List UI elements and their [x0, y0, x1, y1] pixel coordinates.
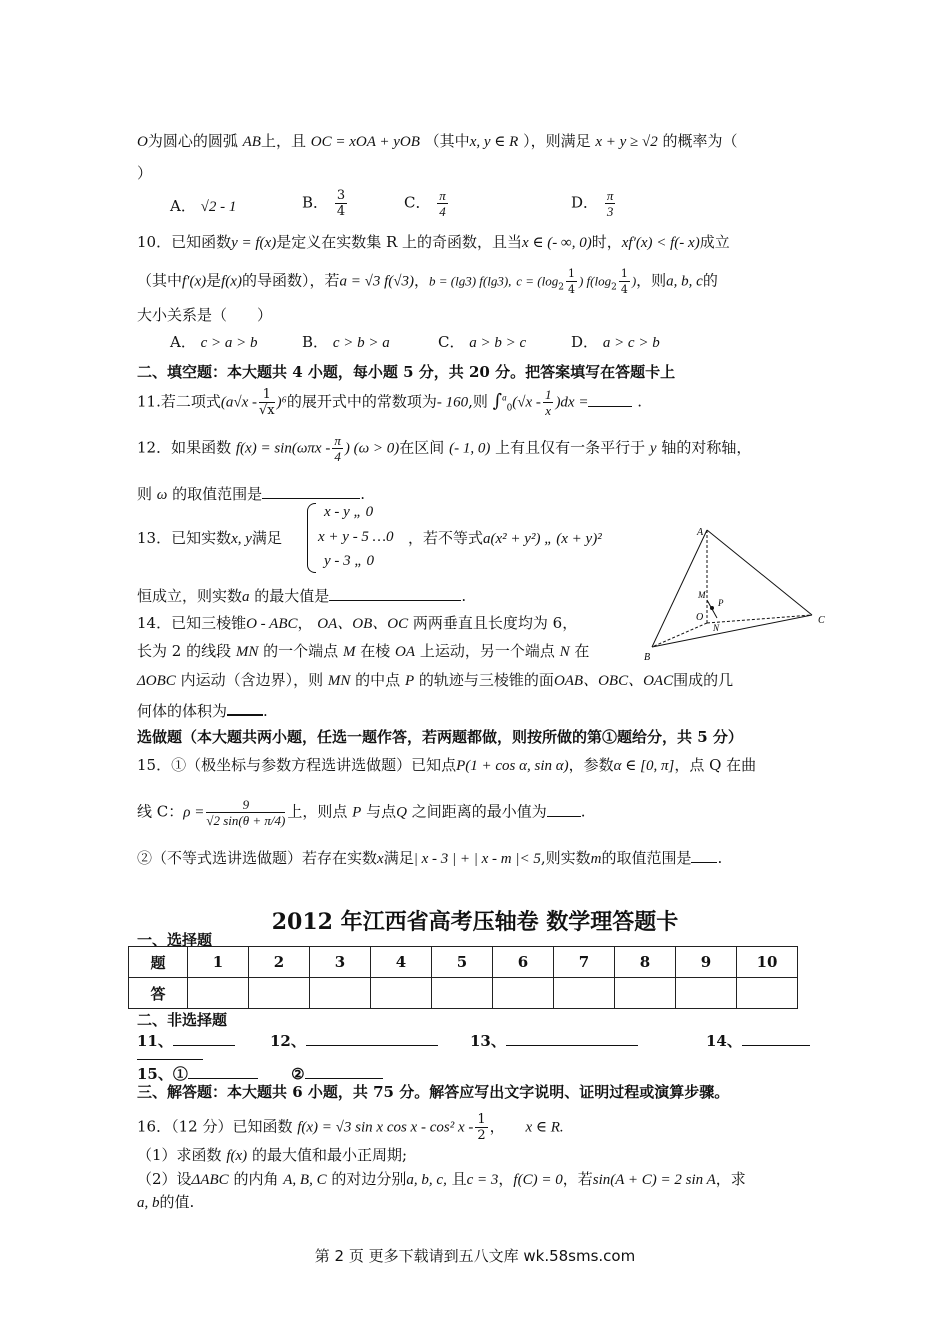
answer-line-14: 14、	[706, 1029, 810, 1051]
answer-cell[interactable]	[371, 978, 432, 1009]
q12-answer-blank	[262, 482, 360, 499]
tetrahedron-figure	[640, 520, 840, 660]
q11: 11.若二项式(a√x - $\frac{1}{√x}$ )⁶的展开式中的常数项为- 160,则 ∫$^a_0$(√x - $\frac{1}{x}$ )dx = .	[137, 387, 643, 418]
answer-blank-14-continuation	[137, 1059, 203, 1060]
answer-line-11: 11、	[137, 1029, 235, 1051]
q13-answer-blank	[329, 584, 461, 601]
page-footer: 第 2 页 更多下载请到五八文库 wk.58sms.com	[314, 1247, 636, 1265]
answer-blank-12[interactable]	[306, 1029, 438, 1046]
answer-cell[interactable]	[554, 978, 615, 1009]
edge-oc	[707, 615, 812, 623]
q9-option-c: C． $\frac{\pi}{4}$	[404, 188, 446, 219]
answer-cell[interactable]	[432, 978, 493, 1009]
answer-blank-15-2[interactable]	[305, 1062, 383, 1079]
q10-option-b: B． c > b > a	[302, 333, 390, 351]
answer-grid-col: 1	[188, 947, 249, 978]
answer-grid-col: 2	[249, 947, 310, 978]
q15-line2: 线 C：ρ = $\frac{9}{√2 \sin(\theta + \pi/4)}$ 上，则点 P 与点Q 之间距离的最小值为 .	[137, 797, 586, 828]
q14-line1: 14．已知三棱锥O - ABC， OA、OB、OC 两两垂直且长度均为 6，	[137, 614, 578, 632]
answer-grid-col: 4	[371, 947, 432, 978]
label-m: M	[698, 590, 706, 600]
edge-ob	[652, 623, 707, 647]
answer-grid-col: 10	[737, 947, 798, 978]
q15-1-answer-blank	[547, 800, 581, 817]
answer-cell[interactable]	[310, 978, 371, 1009]
answer-blank-13[interactable]	[506, 1029, 638, 1046]
q9-option-b: B． $\frac{3}{4}$	[302, 188, 346, 219]
answer-grid-header-label: 题	[129, 947, 188, 978]
label-n: N	[713, 623, 720, 633]
answer-cell[interactable]	[737, 978, 798, 1009]
answer-grid-answer-row	[129, 978, 798, 1009]
answer-blank-11[interactable]	[173, 1029, 235, 1046]
q13-constraint-2: x + y - 5 …0	[318, 529, 394, 545]
answer-grid-col: 9	[676, 947, 737, 978]
label-b: B	[644, 652, 651, 660]
q10-line1: 10．已知函数y = f(x)是定义在实数集 R 上的奇函数，且当x ∈ (- ∞, 0)时，xf′(x) < f(- x)成立	[137, 233, 730, 251]
q14-line4: 何体的体积为 .	[137, 698, 268, 721]
answer-grid-col: 3	[310, 947, 371, 978]
q16-line3: （2）设ΔABC 的内角 A, B, C 的对边分别a, b, c, 且c = 3，f(C) = 0，若sin(A + C) = 2 sin A，求	[137, 1170, 746, 1188]
answer-grid-col: 6	[493, 947, 554, 978]
label-p: P	[718, 598, 724, 608]
answer-card-title: 2012 年江西省高考压轴卷 数学理答题卡	[271, 909, 679, 935]
answer-grid	[128, 946, 798, 1009]
answer-grid-header-row	[129, 947, 798, 978]
answer-card-nonchoice-heading: 二、非选择题	[137, 1011, 228, 1029]
q12-line2: 则 ω 的取值范围是 .	[137, 482, 365, 505]
answer-cell[interactable]	[188, 978, 249, 1009]
label-a: A	[697, 527, 704, 538]
section-fill-in-heading: 二、填空题：本大题共 4 小题，每小题 5 分，共 20 分。把答案填写在答题卡上	[137, 363, 676, 381]
answer-cell[interactable]	[249, 978, 310, 1009]
q15-2-answer-blank	[691, 846, 717, 863]
q16-line4: a, b的值.	[137, 1193, 195, 1211]
edge-ab	[652, 530, 707, 647]
q10-option-c: C． a > b > c	[438, 333, 527, 351]
q12-line1: 12．如果函数 f(x) = sin(ωπx - $\frac{\pi}{4}$ ) (ω > 0)在区间 (- 1, 0) 上有且仅有一条平行于 y 轴的对称轴，	[137, 433, 752, 464]
q9-line1: O为圆心的圆弧 AB上，且 OC = xOA + yOB （其中x, y ∈ R ），则满足 x + y ≥ √2 的概率为（	[137, 132, 738, 150]
section-optional-heading: 选做题（本大题共两小题，任选一题作答，若两题都做，则按所做的第①题给分，共 5 分）	[137, 728, 743, 746]
q16-line2: （1）求函数 f(x) 的最大值和最小正周期;	[137, 1146, 407, 1164]
answer-card-choice-heading: 一、选择题	[137, 931, 213, 949]
point-p	[710, 606, 714, 610]
answer-grid-answer-label: 答	[129, 978, 188, 1009]
answer-cell[interactable]	[493, 978, 554, 1009]
q14-line3: ΔOBC 内运动（含边界），则 MN 的中点 P 的轨迹与三棱锥的面OAB、OBC、OAC围成的几	[137, 671, 734, 689]
q13-system-brace	[307, 503, 316, 573]
answer-line-12: 12、	[270, 1029, 438, 1051]
q10-line3: 大小关系是（ ）	[137, 306, 273, 324]
q9-option-d: D． $\frac{\pi}{3}$	[571, 188, 614, 219]
q13-line1: 13．已知实数x, y满足	[137, 529, 282, 547]
q10-line2: （其中f′(x)是f(x)的导函数），若a = √3 f(√3)，b = (lg3) f(lg3), $c = (\log_2$ $\frac{1}{4}$ ) $f(\log_2$ $\frac{1}{4}$ )，则a, b, c的	[137, 267, 718, 296]
q9-option-a: A． √2 - 1	[170, 197, 237, 215]
q13-constraint-3: y - 3 „ 0	[324, 553, 374, 569]
answer-cell[interactable]	[676, 978, 737, 1009]
q15-line1: 15．①（极坐标与参数方程选讲选做题）已知点P(1 + cos α, sin α)，参数α ∈ [0, π]，点 Q 在曲	[137, 756, 757, 774]
q13-constraint-1: x - y „ 0	[324, 504, 374, 520]
answer-line-15: 15、① ②	[137, 1062, 383, 1084]
q9-line2: ）	[137, 164, 153, 182]
q11-answer-blank	[588, 390, 632, 407]
answer-grid-col: 5	[432, 947, 493, 978]
answer-cell[interactable]	[615, 978, 676, 1009]
answer-grid-col: 8	[615, 947, 676, 978]
q14-answer-blank	[227, 698, 263, 716]
q16-line1: 16．（12 分）已知函数 f(x) = √3 sin x cos x - cos² x - $\frac{1}{2}$ ， x ∈ R.	[137, 1112, 564, 1143]
q10-option-a: A． c > a > b	[170, 333, 258, 351]
answer-grid-col: 7	[554, 947, 615, 978]
answer-card-solution-heading: 三、解答题：本大题共 6 小题，共 75 分。解答应写出文字说明、证明过程或演算步骤。	[137, 1083, 730, 1101]
label-o: O	[696, 612, 704, 623]
q15-line3: ②（不等式选讲选做题）若存在实数x满足| x - 3 | + | x - m |< 5,则实数m的取值范围是 .	[137, 846, 722, 869]
edge-bc	[652, 615, 812, 647]
answer-blank-14[interactable]	[742, 1029, 810, 1046]
q13-line2: 恒成立，则实数a 的最大值是 .	[137, 584, 466, 607]
answer-blank-15-1[interactable]	[188, 1062, 258, 1079]
q10-option-d: D． a > c > b	[571, 333, 660, 351]
q14-line2: 长为 2 的线段 MN 的一个端点 M 在棱 OA 上运动，另一个端点 N 在	[137, 642, 590, 660]
label-c: C	[818, 615, 825, 626]
q13-inequality: ，若不等式a(x² + y²) „ (x + y)²	[408, 529, 602, 547]
answer-line-13: 13、	[470, 1029, 638, 1051]
